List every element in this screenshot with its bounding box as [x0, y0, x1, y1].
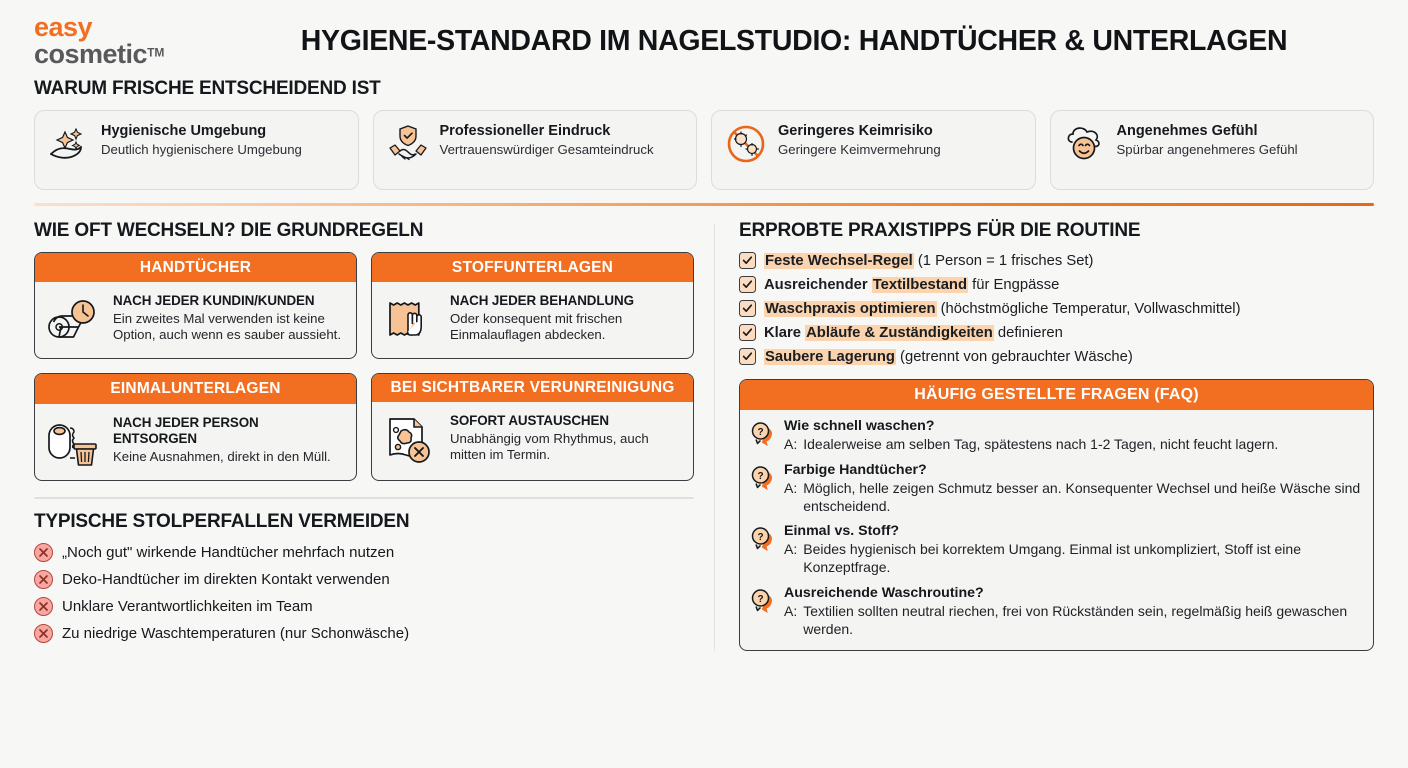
rule-card-title: NACH JEDER PERSON ENTSORGEN [113, 414, 259, 446]
benefits-card-row [0, 110, 1408, 190]
rule-card-einmalunterlagen [34, 373, 357, 480]
checkbox-icon [739, 276, 756, 293]
faq-question: Wie schnell waschen? [784, 418, 935, 434]
cloth-pad-hand-icon [380, 292, 442, 348]
faq-answer: Möglich, helle zeigen Schmutz besser an. Konsequenter Wechsel und heiße Wäsche sind entscheidend. [803, 479, 1361, 514]
faq-answer-label: A: [784, 436, 798, 453]
list-item [739, 276, 1374, 293]
sparkle-hand-icon [47, 123, 91, 165]
rule-card-text: Keine Ausnahmen, direkt in den Müll. [113, 448, 331, 464]
question-bubble-icon [750, 525, 776, 551]
benefit-subtitle: Geringere Keimvermehrung [778, 142, 941, 158]
stained-sheet-x-icon [380, 412, 442, 468]
faq-card [739, 379, 1374, 651]
section-separator [34, 497, 694, 499]
question-bubble-icon [750, 587, 776, 613]
benefit-card-comfort [1050, 110, 1375, 190]
rule-card-header: STOFFUNTERLAGEN [372, 253, 693, 282]
rule-card-verunreinigung [371, 373, 694, 480]
benefit-subtitle: Spürbar angenehmeres Gefühl [1116, 142, 1298, 158]
benefit-card-germs [711, 110, 1036, 190]
brand-trademark: TM [147, 45, 165, 60]
rule-card-stoffunterlagen [371, 252, 694, 359]
column-divider [714, 224, 715, 651]
rule-card-header: EINMALUNTERLAGEN [35, 374, 356, 403]
faq-answer-label: A: [784, 602, 798, 619]
header [0, 0, 1408, 72]
tip-prefix: Klare [764, 324, 806, 341]
rule-card-text: Ein zweites Mal verwenden ist keine Option, auch wenn es sauber aussieht. [113, 311, 341, 343]
benefit-subtitle: Deutlich hygienischere Umgebung [101, 142, 302, 158]
question-bubble-icon [750, 464, 776, 490]
benefit-card-hygiene [34, 110, 359, 190]
x-circle-icon [34, 624, 53, 643]
rule-card-title: NACH JEDER BEHANDLUNG [450, 293, 634, 309]
tip-rest: definieren [993, 324, 1063, 341]
smiling-face-cloud-icon [1063, 123, 1107, 165]
main-content [0, 206, 1408, 651]
brand-logo [34, 14, 214, 68]
benefit-card-professional [373, 110, 698, 190]
pitfall-text: Unklare Verantwortlichkeiten im Team [62, 597, 313, 615]
svg-text:?: ? [757, 427, 764, 438]
svg-text:?: ? [757, 532, 764, 544]
faq-item [750, 523, 1361, 577]
brand-logo-line2: cosmetic [34, 39, 148, 69]
tip-highlight: Feste Wechsel-Regel [765, 252, 913, 269]
list-item [739, 252, 1374, 269]
faq-question: Farbige Handtücher? [784, 461, 927, 478]
list-item [34, 597, 694, 616]
rules-card-grid [34, 252, 694, 481]
pitfall-text: Zu niedrige Waschtemperaturen (nur Schonwäsche) [62, 624, 410, 642]
faq-answer: Beides hygienisch bei korrektem Umgang. Einmal ist unkompliziert, Stoff ist eine Konzeptfrage. [803, 541, 1301, 576]
rule-card-header: HANDTÜCHER [35, 253, 356, 282]
rule-card-title: SOFORT AUSTAUSCHEN [450, 412, 609, 428]
rule-card-handtuecher [34, 252, 357, 359]
tip-rest: (getrennt von gebrauchter Wäsche) [895, 348, 1133, 365]
pitfalls-list [34, 543, 694, 643]
checkbox-icon [739, 324, 756, 341]
faq-question: Einmal vs. Stoff? [784, 523, 900, 540]
tip-highlight: Abläufe & Zuständigkeiten [806, 324, 993, 341]
pitfall-text: Deko-Handtücher im direkten Kontakt verwenden [62, 570, 390, 588]
tips-heading: ERPROBTE PRAXISTIPPS FÜR DIE ROUTINE [739, 220, 1141, 241]
tip-rest: (1 Person = 1 frisches Set) [913, 252, 1094, 269]
faq-header: HÄUFIG GESTELLTE FRAGEN (FAQ) [740, 380, 1373, 410]
tip-highlight: Saubere Lagerung [765, 348, 895, 365]
tip-rest: für Engpässe [968, 276, 1060, 293]
faq-answer-label: A: [784, 541, 798, 558]
tip-highlight: Waschpraxis optimieren [765, 300, 936, 317]
brand-logo-line1: easy [34, 12, 93, 42]
handshake-shield-icon [386, 123, 430, 165]
question-bubble-icon [750, 420, 776, 446]
checkbox-icon [739, 252, 756, 269]
list-item [34, 570, 694, 589]
faq-item [750, 585, 1361, 639]
benefit-title: Geringeres Keimrisiko [778, 123, 933, 139]
rolled-towel-clock-icon [43, 292, 105, 348]
rule-card-text: Unabhängig vom Rhythmus, auch mitten im Termin. [450, 430, 649, 462]
list-item [739, 348, 1374, 365]
faq-answer-label: A: [784, 479, 798, 496]
list-item [34, 543, 694, 562]
benefit-title: Professioneller Eindruck [439, 123, 611, 139]
svg-text:?: ? [757, 593, 764, 605]
right-column [739, 220, 1374, 651]
page-title: HYGIENE-STANDARD IM NAGELSTUDIO: HANDTÜCHER & UNTERLAGEN [300, 24, 1288, 57]
list-item [739, 300, 1374, 317]
faq-body [740, 410, 1373, 650]
pitfall-text: „Noch gut" wirkende Handtücher mehrfach nutzen [62, 543, 395, 561]
rule-card-header: BEI SICHTBARER VERUNREINIGUNG [372, 374, 693, 401]
checkbox-icon [739, 348, 756, 365]
left-column [34, 220, 694, 651]
benefit-title: Hygienische Umgebung [101, 123, 267, 139]
faq-question: Ausreichende Waschroutine? [784, 584, 984, 601]
rule-card-text: Oder konsequent mit frischen Einmalauflagen abdecken. [450, 311, 623, 343]
x-circle-icon [34, 597, 53, 616]
pitfalls-heading: TYPISCHE STOLPERFALLEN VERMEIDEN [34, 510, 410, 532]
list-item [34, 624, 694, 643]
checkbox-icon [739, 300, 756, 317]
x-circle-icon [34, 570, 53, 589]
x-circle-icon [34, 543, 53, 562]
rules-heading: WIE OFT WECHSELN? DIE GRUNDREGELN [34, 220, 424, 241]
tip-highlight: Textilbestand [872, 276, 968, 293]
rule-card-title: NACH JEDER KUNDIN/KUNDEN [113, 293, 315, 309]
faq-answer: Textilien sollten neutral riechen, frei von Rückständen sein, regelmäßig heiß gewaschen werden. [803, 602, 1348, 637]
faq-answer: Idealerweise am selben Tag, spätestens nach 1-2 Tagen, nicht feucht lagern. [803, 436, 1279, 453]
tip-rest: (höchstmögliche Temperatur, Vollwaschmittel) [936, 300, 1241, 317]
svg-text:?: ? [757, 470, 764, 482]
paper-roll-bin-icon [43, 414, 105, 470]
faq-item [750, 462, 1361, 516]
faq-item [750, 418, 1361, 454]
benefits-heading: WARUM FRISCHE ENTSCHEIDEND IST [34, 78, 381, 99]
list-item [739, 324, 1374, 341]
tip-prefix: Ausreichender [764, 276, 872, 293]
benefit-subtitle: Vertrauenswürdiger Gesamteindruck [439, 142, 654, 158]
benefit-title: Angenehmes Gefühl [1116, 123, 1258, 139]
tips-list [739, 252, 1374, 365]
no-germs-icon [724, 123, 768, 165]
